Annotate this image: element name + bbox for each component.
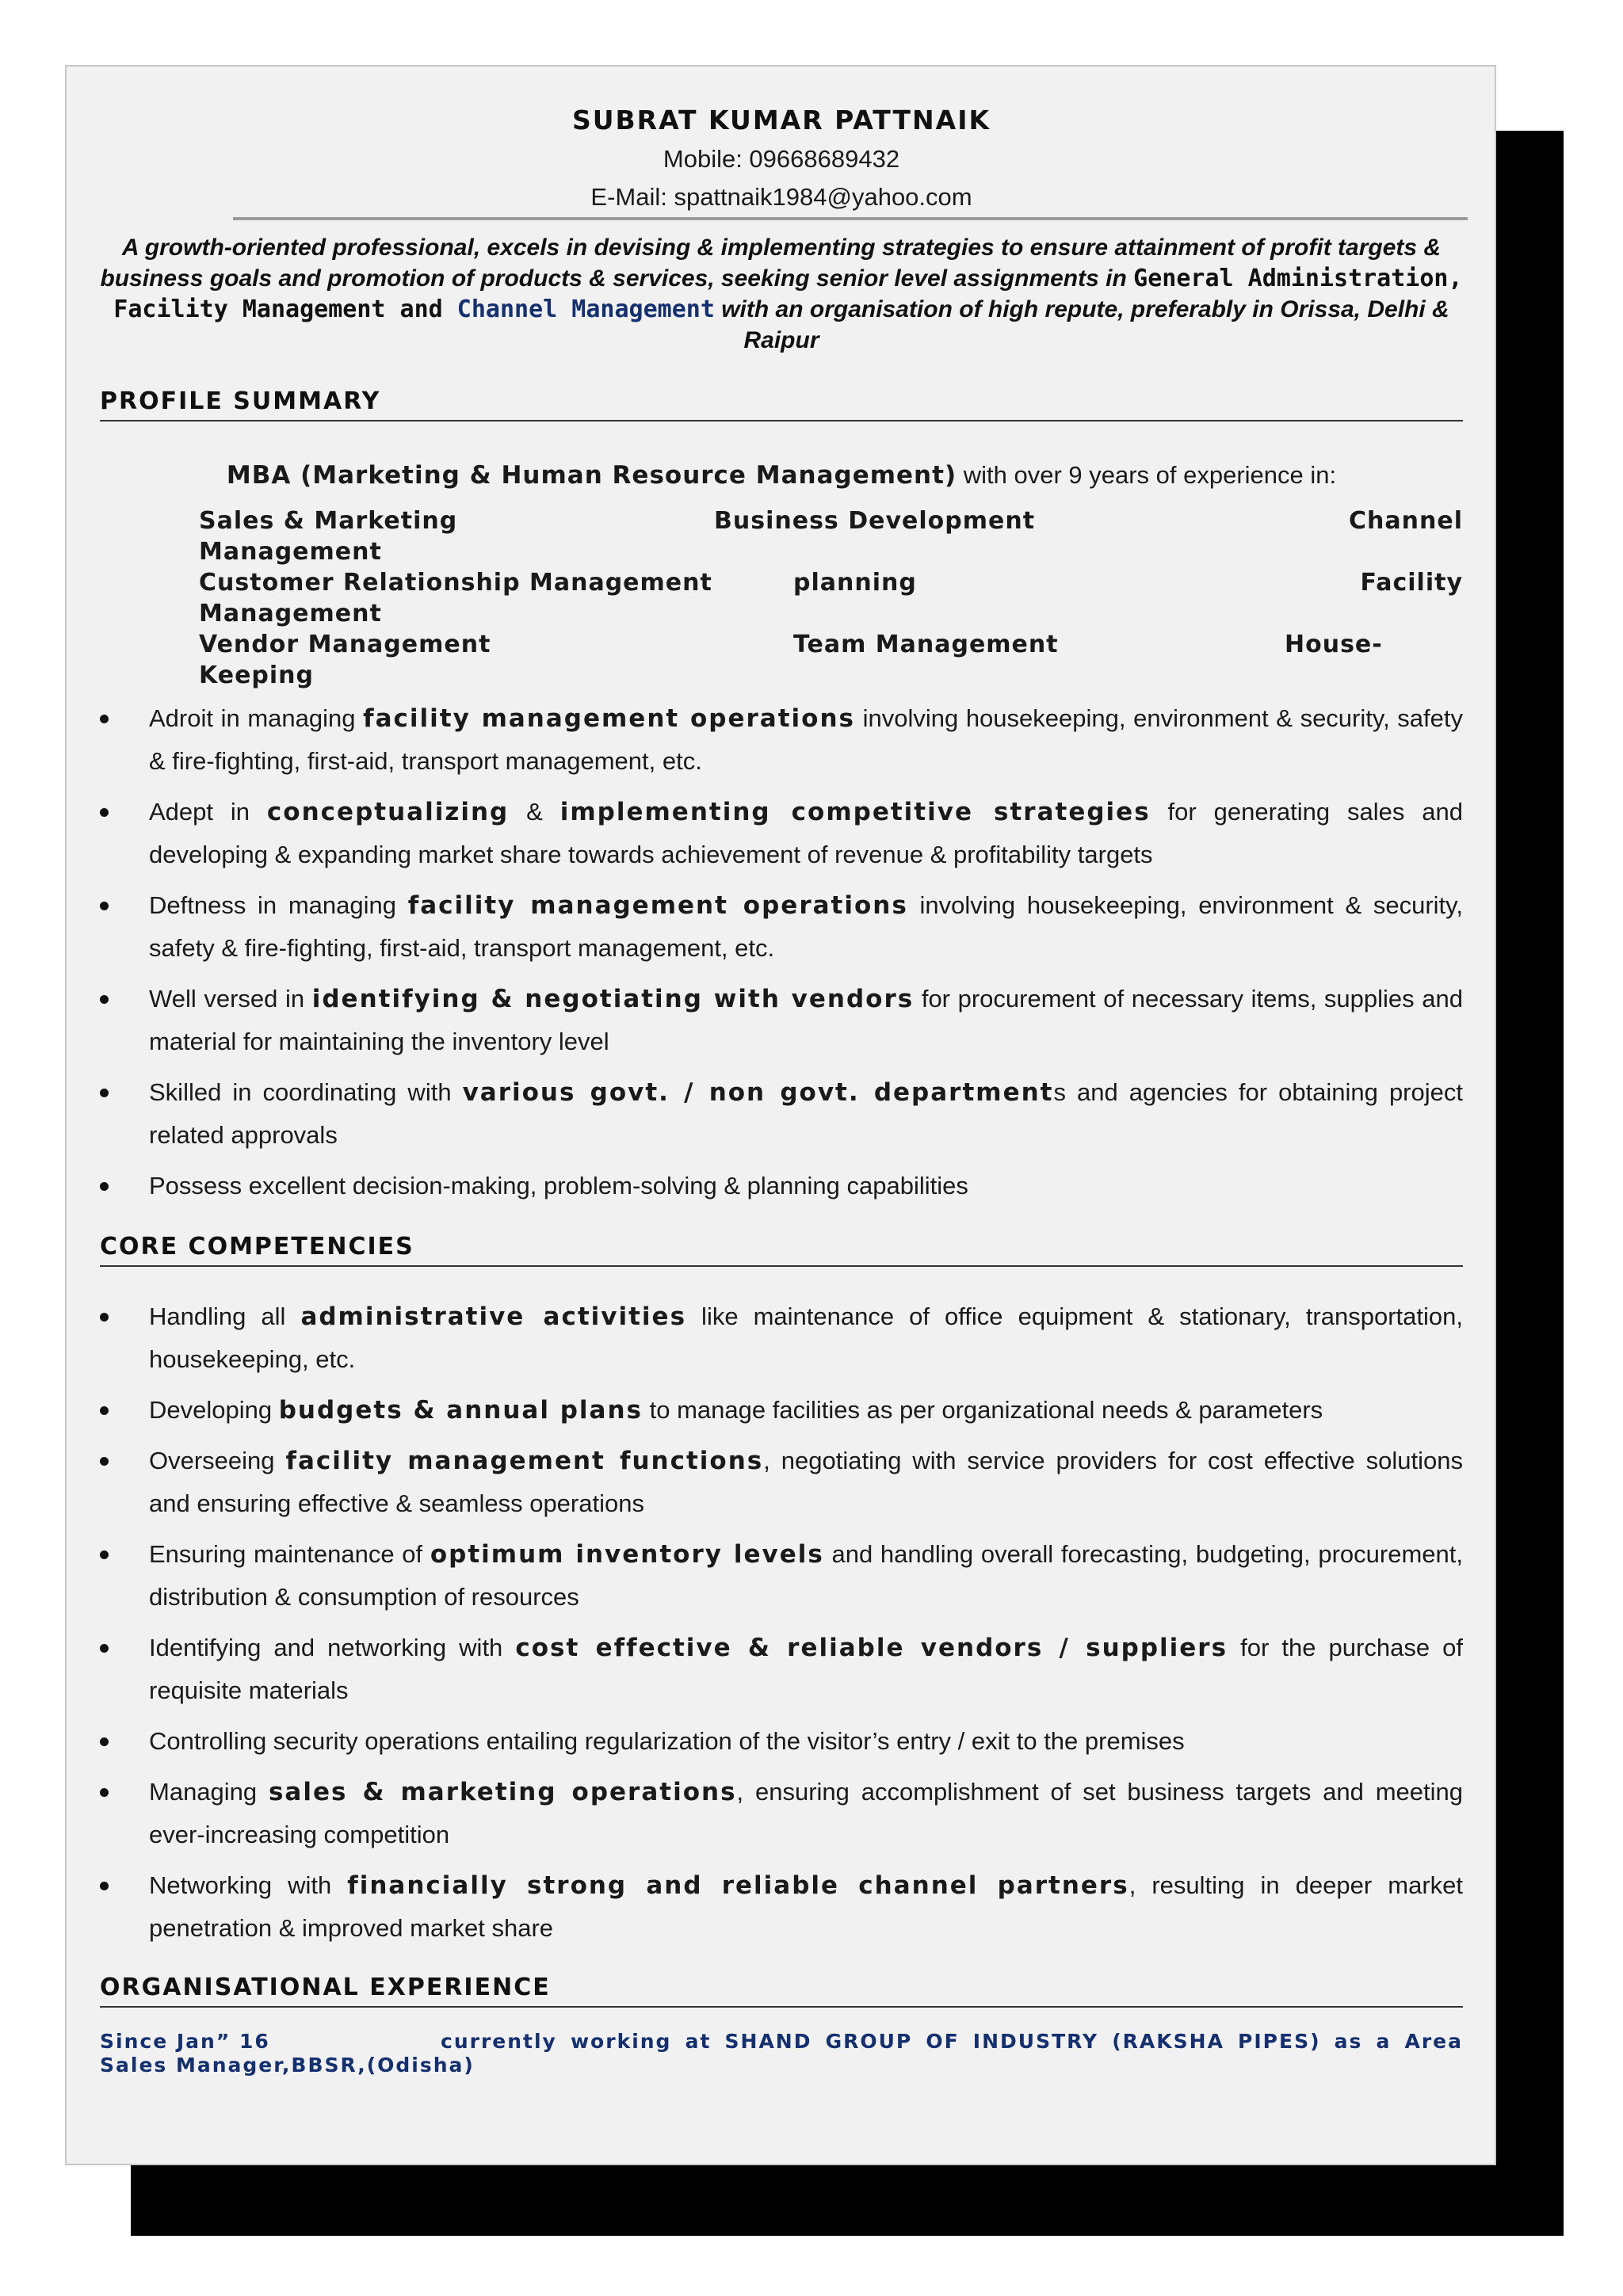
bullet-dot bbox=[100, 1089, 109, 1097]
list-item bbox=[100, 1295, 1463, 1381]
list-item bbox=[100, 1864, 1463, 1950]
mba-degree: MBA (Marketing & Human Resource Management) bbox=[226, 461, 957, 490]
bullet-dot bbox=[100, 902, 109, 910]
skill-item: planning bbox=[793, 569, 917, 597]
bullet-text: Ensuring maintenance of bbox=[149, 1540, 430, 1568]
bullet-dot bbox=[100, 1737, 109, 1746]
bullet-dot bbox=[100, 808, 109, 817]
core-bullets bbox=[100, 1295, 1463, 1950]
bullet-keyword: facility management operations bbox=[363, 704, 855, 733]
email-address: E-Mail: spattnaik1984@yahoo.com bbox=[590, 183, 972, 211]
skill-item: Business Development bbox=[714, 507, 1036, 535]
bullet-keyword: facility management operations bbox=[407, 891, 908, 920]
skills-row bbox=[199, 598, 1463, 629]
skills-row bbox=[199, 567, 1463, 598]
bullet-text: Controlling security operations entailing regularization of the visitor’s entry / exit to the premises bbox=[149, 1727, 1185, 1755]
list-item bbox=[100, 1440, 1463, 1525]
list-item bbox=[100, 1071, 1463, 1157]
bullet-dot bbox=[100, 1644, 109, 1653]
list-item bbox=[100, 791, 1463, 876]
list-item bbox=[100, 978, 1463, 1063]
core-competencies-heading: CORE COMPETENCIES bbox=[100, 1233, 1463, 1267]
skill-item: Team Management bbox=[793, 631, 1059, 658]
resume-page bbox=[65, 65, 1496, 2165]
bullet-keyword: sales & marketing operations bbox=[268, 1778, 737, 1806]
bullet-text: like maintenance of office equipment & stationary, transportation, housekeeping, etc. bbox=[149, 1302, 1463, 1373]
bullet-dot bbox=[100, 1550, 109, 1559]
bullet-dot bbox=[100, 1788, 109, 1797]
experience-detail: currently working at SHAND GROUP OF INDUSTRY (RAKSHA PIPES) as a Area Sales Manager,BBSR,(Odisha) bbox=[100, 2030, 1463, 2077]
objective-keyword-2: Channel Management bbox=[456, 296, 715, 323]
list-item bbox=[100, 1720, 1463, 1763]
bullet-text: , resulting in deeper market penetration & improved market share bbox=[149, 1871, 1463, 1942]
bullet-text: involving housekeeping, environment & security, safety & fire-fighting, first-aid, transport management, etc. bbox=[149, 704, 1464, 775]
skill-item: Keeping bbox=[199, 662, 315, 689]
bullet-dot bbox=[100, 1406, 109, 1415]
skills-row bbox=[199, 536, 1463, 567]
bullet-dot bbox=[100, 1182, 109, 1191]
bullet-text: involving housekeeping, environment & security, safety & fire-fighting, first-aid, transport management, etc. bbox=[149, 891, 1463, 962]
mba-experience: with over 9 years of experience in: bbox=[957, 461, 1337, 489]
bullet-text: , negotiating with service providers for cost effective solutions and ensuring effective & seamless operations bbox=[149, 1447, 1463, 1517]
list-item bbox=[100, 1771, 1463, 1856]
bullet-text: Possess excellent decision-making, problem-solving & planning capabilities bbox=[149, 1172, 968, 1199]
bullet-text: Overseeing bbox=[149, 1447, 286, 1474]
skills-row bbox=[199, 629, 1463, 660]
bullet-text: s and agencies for obtaining project related approvals bbox=[149, 1078, 1463, 1149]
bullet-text: Adroit in managing bbox=[149, 704, 364, 732]
bullet-dot bbox=[100, 1313, 109, 1322]
bullet-text: Developing bbox=[149, 1396, 279, 1424]
bullet-keyword: administrative activities bbox=[300, 1302, 687, 1331]
list-item bbox=[100, 884, 1463, 970]
bullet-keyword: facility management functions bbox=[285, 1447, 764, 1475]
bullet-text: Managing bbox=[149, 1778, 269, 1806]
objective-keyword-1: General Administration, Facility Management and bbox=[113, 265, 1463, 323]
bullet-keyword: various govt. / non govt. department bbox=[462, 1078, 1054, 1107]
bullet-keyword: budgets & annual plans bbox=[278, 1396, 643, 1425]
skill-item: Management bbox=[199, 600, 382, 627]
skill-item: Customer Relationship Management bbox=[199, 569, 712, 597]
list-item bbox=[100, 1389, 1463, 1432]
profile-bullets bbox=[100, 697, 1463, 1207]
experience-entry bbox=[100, 2030, 1463, 2077]
career-objective bbox=[100, 232, 1463, 356]
bullet-text: Deftness in managing bbox=[149, 891, 408, 919]
objective-text-1: A growth-oriented professional, excels in devising & implementing strategies to ensure attainment of profit targets & business goals and promotion of products & services, seeking senior level assignments in bbox=[100, 235, 1442, 292]
bullet-text: Identifying and networking with bbox=[149, 1634, 516, 1661]
skill-item: House- bbox=[1285, 631, 1383, 658]
list-item bbox=[100, 1165, 1463, 1207]
bullet-keyword: implementing competitive strategies bbox=[559, 798, 1151, 826]
bullet-text: Handling all bbox=[149, 1302, 301, 1330]
bullet-keyword: conceptualizing bbox=[266, 798, 510, 826]
list-item bbox=[100, 1627, 1463, 1712]
skill-item: Management bbox=[199, 538, 382, 566]
list-item bbox=[100, 1533, 1463, 1619]
resume-content bbox=[100, 98, 1463, 2077]
skill-item: Channel bbox=[1349, 507, 1463, 535]
skills-list bbox=[199, 505, 1463, 691]
bullet-keyword: financially strong and reliable channel partners bbox=[347, 1871, 1129, 1900]
skills-row bbox=[199, 505, 1463, 536]
bullet-text: & bbox=[509, 798, 560, 826]
skills-row bbox=[199, 660, 1463, 691]
mba-summary bbox=[100, 461, 1463, 490]
candidate-name: SUBRAT KUMAR PATTNAIK bbox=[571, 105, 991, 135]
bullet-dot bbox=[100, 715, 109, 723]
skill-item: Facility bbox=[1360, 569, 1463, 597]
list-item bbox=[100, 697, 1463, 783]
skill-item: Sales & Marketing bbox=[199, 507, 458, 535]
bullet-text: Skilled in coordinating with bbox=[149, 1078, 463, 1106]
objective-text-2: with an organisation of high repute, preferably in Orissa, Delhi & Raipur bbox=[714, 296, 1449, 353]
experience-since: Since Jan” 16 bbox=[100, 2030, 270, 2053]
organisational-experience-heading: ORGANISATIONAL EXPERIENCE bbox=[100, 1974, 1463, 2008]
bullet-text: , ensuring accomplishment of set business targets and meeting ever-increasing competition bbox=[149, 1778, 1463, 1848]
bullet-keyword: cost effective & reliable vendors / suppliers bbox=[515, 1634, 1228, 1662]
bullet-text: and handling overall forecasting, budgeting, procurement, distribution & consumption of resources bbox=[149, 1540, 1463, 1611]
mobile-number: Mobile: 09668689432 bbox=[663, 145, 900, 173]
bullet-text: to manage facilities as per organizational needs & parameters bbox=[643, 1396, 1323, 1424]
bullet-text: for the purchase of requisite materials bbox=[149, 1634, 1463, 1704]
bullet-dot bbox=[100, 1882, 109, 1890]
bullet-text: for procurement of necessary items, supplies and material for maintaining the inventory level bbox=[149, 985, 1463, 1055]
bullet-keyword: optimum inventory levels bbox=[430, 1540, 824, 1569]
bullet-text: for generating sales and developing & expanding market share towards achievement of revenue & profitability targets bbox=[149, 798, 1463, 868]
bullet-text: Networking with bbox=[149, 1871, 348, 1899]
bullet-keyword: identifying & negotiating with vendors bbox=[311, 985, 915, 1013]
bullet-text: Adept in bbox=[149, 798, 267, 826]
bullet-dot bbox=[100, 995, 109, 1004]
profile-summary-heading: PROFILE SUMMARY bbox=[100, 387, 1463, 421]
bullet-dot bbox=[100, 1457, 109, 1466]
bullet-text: Well versed in bbox=[149, 985, 312, 1013]
skill-item: Vendor Management bbox=[199, 631, 491, 658]
